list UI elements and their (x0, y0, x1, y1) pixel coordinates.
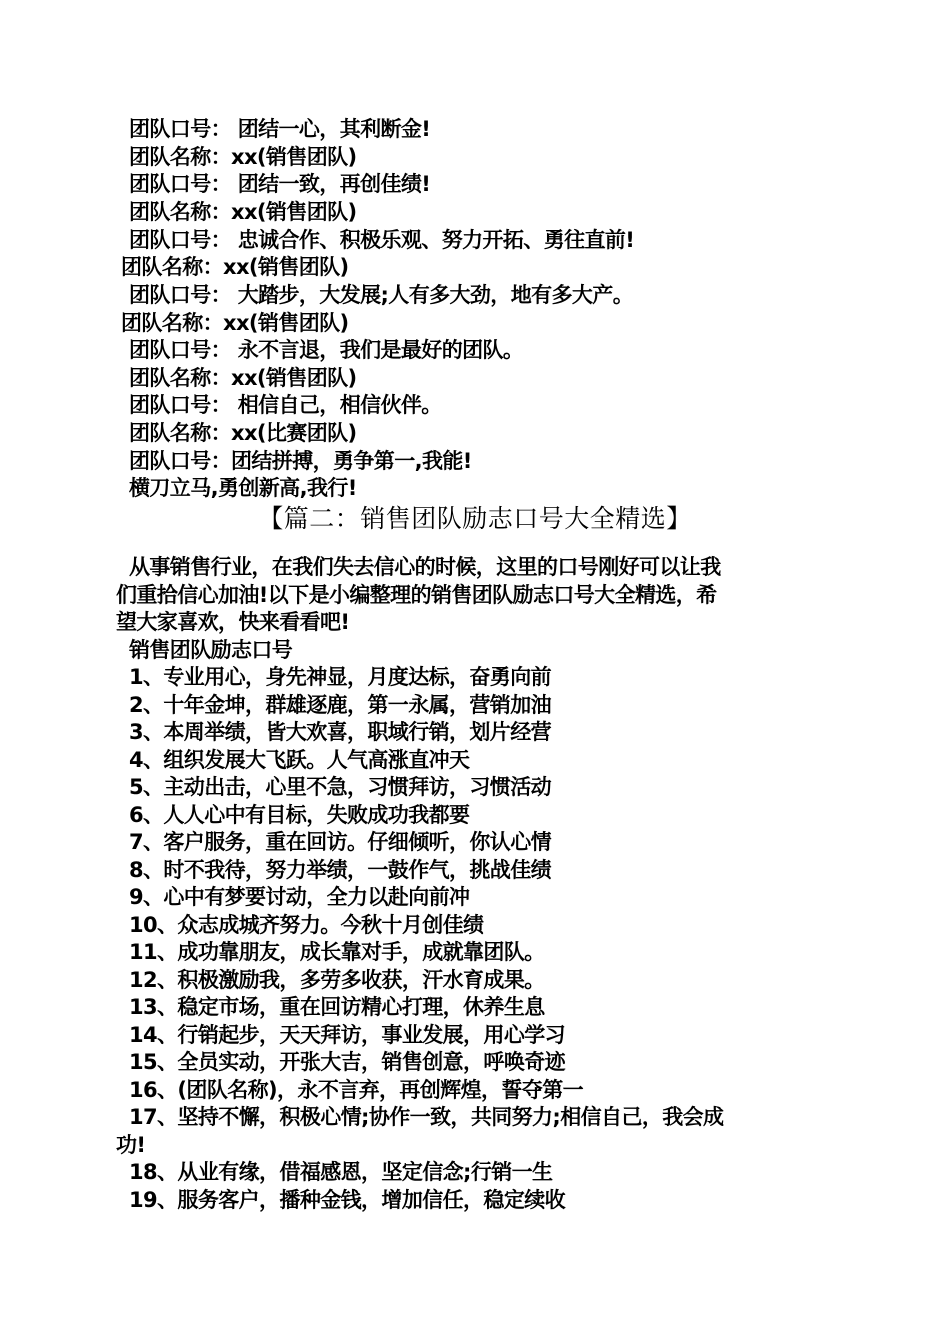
team-slogan-line: 团队口号： 团结一心，其利断金! (129, 117, 431, 141)
slogan-list-item: 9、心中有梦要讨动，全力以赴向前冲 (129, 885, 470, 909)
team-name-line: 团队名称：xx(销售团队) (121, 311, 349, 335)
team-slogan-line: 团队口号： 永不言退，我们是最好的团队。 (129, 338, 524, 362)
intro-paragraph-line: 们重拾信心加油!以下是小编整理的销售团队励志口号大全精选，希 (116, 583, 717, 607)
slogan-list-item: 8、时不我待，努力举绩，一鼓作气，挑战佳绩 (129, 858, 552, 882)
motto-line: 横刀立马,勇创新高,我行! (129, 476, 357, 500)
team-name-line: 团队名称：xx(比赛团队) (129, 421, 357, 445)
list-subheading: 销售团队励志口号 (129, 638, 293, 662)
slogan-list-item: 17、坚持不懈，积极心情;协作一致，共同努力;相信自己，我会成 (129, 1105, 724, 1129)
slogan-list-item: 3、本周举绩，皆大欢喜，职域行销，划片经营 (129, 720, 552, 744)
slogan-list-item: 12、积极激励我，多劳多收获，汗水育成果。 (129, 968, 545, 992)
slogan-list-item: 13、稳定市场，重在回访精心打理，休养生息 (129, 995, 545, 1019)
team-slogan-line: 团队口号： 忠诚合作、积极乐观、努力开拓、勇往直前! (129, 228, 635, 252)
slogan-list-item: 5、主动出击，心里不急，习惯拜访，习惯活动 (129, 775, 552, 799)
intro-paragraph-line: 从事销售行业，在我们失去信心的时候，这里的口号刚好可以让我 (129, 555, 721, 579)
slogan-list-item: 19、服务客户，播种金钱，增加信任，稳定续收 (129, 1188, 566, 1212)
slogan-list-item: 18、从业有缘，借福感恩，坚定信念;行销一生 (129, 1160, 553, 1184)
slogan-list-item: 15、全员实动，开张大吉，销售创意，呼唤奇迹 (129, 1050, 566, 1074)
team-name-line: 团队名称：xx(销售团队) (129, 200, 357, 224)
team-slogan-line: 团队口号： 团结一致，再创佳绩! (129, 172, 431, 196)
team-name-line: 团队名称：xx(销售团队) (129, 145, 357, 169)
team-slogan-line: 团队口号： 大踏步，大发展;人有多大劲，地有多大产。 (129, 283, 634, 307)
slogan-list-item: 10、众志成城齐努力。今秋十月创佳绩 (129, 913, 484, 937)
slogan-list-item: 11、成功靠朋友，成长靠对手，成就靠团队。 (129, 940, 545, 964)
team-slogan-line: 团队口号：团结拼搏，勇争第一,我能! (129, 449, 472, 473)
slogan-list-item: 2、十年金坤，群雄逐鹿，第一永属，营销加油 (129, 693, 552, 717)
team-name-line: 团队名称：xx(销售团队) (121, 255, 349, 279)
slogan-list-item: 4、组织发展大飞跃。人气高涨直冲天 (129, 748, 470, 772)
slogan-list-item: 6、人人心中有目标，失败成功我都要 (129, 803, 470, 827)
slogan-list-item: 14、行销起步，天天拜访，事业发展，用心学习 (129, 1023, 566, 1047)
slogan-list-item: 1、专业用心，身先神显，月度达标，奋勇向前 (129, 665, 552, 689)
team-name-line: 团队名称：xx(销售团队) (129, 366, 357, 390)
intro-paragraph-line: 望大家喜欢，快来看看吧! (116, 610, 350, 634)
slogan-list-item: 7、客户服务，重在回访。仔细倾听，你认心情 (129, 830, 552, 854)
slogan-list-item: 16、(团队名称)，永不言弃，再创辉煌，誓夺第一 (129, 1078, 584, 1102)
slogan-list-item-continuation: 功! (116, 1133, 146, 1157)
team-slogan-line: 团队口号： 相信自己，相信伙伴。 (129, 393, 442, 417)
section-heading: 【篇二：销售团队励志口号大全精选】 (258, 504, 692, 533)
